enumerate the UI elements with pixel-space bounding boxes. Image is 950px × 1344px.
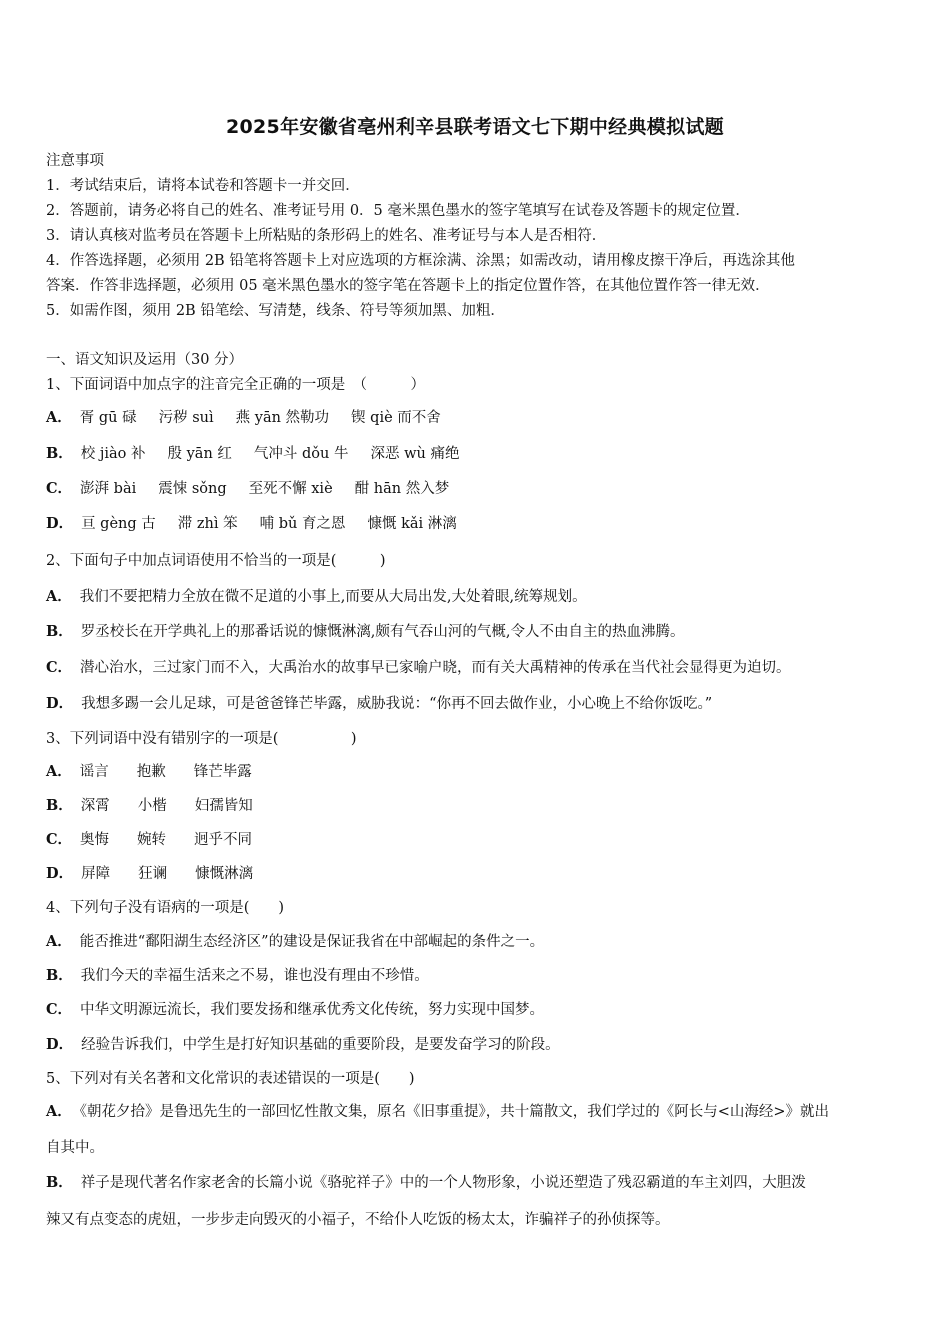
option-text: 我们不要把精力全放在微不足道的小事上,而要从大局出发,大处着眼,统筹规划。 [79, 589, 587, 605]
option-label: D． [46, 865, 74, 882]
option-row [46, 622, 684, 642]
option-part: 慷慨淋漓 [195, 866, 254, 882]
option-row [46, 444, 459, 464]
option-text: 罗丞校长在开学典礼上的那番话说的慷慨淋漓,颇有气吞山河的气概,令人不由自主的热血沸腾。 [80, 624, 685, 640]
option-row [46, 762, 252, 782]
option-row [46, 514, 457, 534]
option-continuation: 自其中。 [46, 1140, 104, 1156]
option-label: C． [46, 659, 73, 676]
option-label: C． [46, 831, 73, 848]
option-label: B． [46, 445, 73, 462]
question-stem: 1、下面词语中加点字的注音完全正确的一项是 （ ） [46, 377, 425, 393]
option-part: 慷慨 kǎi 淋漓 [367, 516, 457, 532]
option-label: D． [46, 695, 74, 712]
option-text: 潜心治水，三过家门而不入，大禹治水的故事早已家喻户晓，而有关大禹精神的传承在当代社会显得更为迫切。 [80, 660, 791, 676]
notice-item: 1．考试结束后，请将本试卷和答题卡一并交回． [46, 178, 360, 194]
option-part: 狂谰 [138, 866, 168, 882]
option-part: 至死不懈 xiè [248, 481, 333, 497]
option-row [46, 658, 791, 678]
option-label: D． [46, 515, 74, 532]
option-label: B． [46, 1174, 73, 1191]
option-part: 锋芒毕露 [193, 764, 252, 780]
notice-item: 4．作答选择题，必须用 2B 铅笔将答题卡上对应选项的方框涂满、涂黑；如需改动，请用橡皮擦干净后，再选涂其他 [46, 253, 795, 269]
option-part: 婉转 [137, 832, 167, 848]
question-stem: 3、下列词语中没有错别字的一项是( ) [46, 731, 357, 747]
option-part: 震悚 sǒng [158, 481, 227, 497]
option-text: 经验告诉我们，中学生是打好知识基础的重要阶段，是要发奋学习的阶段。 [81, 1037, 560, 1053]
question-stem: 2、下面句子中加点词语使用不恰当的一项是( ) [46, 553, 386, 569]
notice-item: 答案．作答非选择题，必须用 05 毫米黑色墨水的签字笔在答题卡上的指定位置作答，在其他位置作答一律无效． [46, 278, 770, 294]
option-label: B． [46, 797, 73, 814]
option-row [46, 1000, 544, 1020]
option-text: 《朝花夕拾》是鲁迅先生的一部回忆性散文集，原名《旧事重提》，共十篇散文，我们学过的《阿长与<山海经>》就出 [79, 1104, 830, 1120]
option-part: 燕 yān 然勒功 [235, 410, 330, 426]
option-label: B． [46, 623, 73, 640]
option-part: 澎湃 bài [80, 481, 137, 497]
question-stem: 5、下列对有关名著和文化常识的表述错误的一项是( ) [46, 1071, 415, 1087]
option-part: 哺 bǔ 育之恩 [259, 516, 346, 532]
option-part: 奥悔 [80, 832, 110, 848]
option-row [46, 864, 253, 884]
option-part: 校 jiào 补 [80, 446, 146, 462]
option-row [46, 830, 252, 850]
option-label: A． [46, 588, 72, 605]
section-heading: 一、语文知识及运用（30 分） [46, 352, 244, 368]
option-row [46, 587, 587, 607]
option-text: 祥子是现代著名作家老舍的长篇小说《骆驼祥子》中的一个人物形象，小说还塑造了残忍霸道的车主刘四，大胆泼 [80, 1175, 806, 1191]
option-label: A． [46, 1103, 72, 1120]
option-row [46, 1035, 560, 1055]
option-part: 迥乎不同 [194, 832, 253, 848]
option-row [46, 408, 441, 428]
option-part: 殷 yān 红 [167, 446, 232, 462]
option-label: C． [46, 1001, 73, 1018]
option-label: C． [46, 480, 73, 497]
option-label: B． [46, 967, 73, 984]
notice-item: 2．答题前，请务必将自己的姓名、准考证号用 0．5 毫米黑色墨水的签字笔填写在试卷及答题卡的规定位置． [46, 203, 750, 219]
option-part: 气冲斗 dǒu 牛 [253, 446, 349, 462]
option-text: 能否推进“鄱阳湖生态经济区”的建设是保证我省在中部崛起的条件之一。 [79, 934, 545, 950]
page-title: 2025年安徽省亳州利辛县联考语文七下期中经典模拟试题 [226, 116, 724, 138]
notice-heading: 注意事项 [46, 153, 104, 169]
question-stem: 4、下列句子没有语病的一项是( ) [46, 900, 285, 916]
option-part: 亘 gèng 古 [81, 516, 156, 532]
option-part: 滞 zhì 笨 [177, 516, 238, 532]
option-part: 小楷 [137, 798, 167, 814]
option-row [46, 1102, 829, 1122]
option-label: A． [46, 763, 72, 780]
option-part: 污秽 suì [158, 410, 214, 426]
option-row [46, 796, 253, 816]
option-row [46, 479, 449, 499]
option-text: 中华文明源远流长，我们要发扬和继承优秀文化传统，努力实现中国梦。 [80, 1002, 545, 1018]
option-row [46, 932, 544, 952]
option-label: A． [46, 933, 72, 950]
notice-item: 3．请认真核对监考员在答题卡上所粘贴的条形码上的姓名、准考证号与本人是否相符． [46, 228, 607, 244]
option-part: 深恶 wù 痛绝 [370, 446, 460, 462]
option-part: 妇孺皆知 [194, 798, 253, 814]
option-text: 我想多踢一会儿足球，可是爸爸锋芒毕露，威胁我说：“你再不回去做作业，小心晚上不给你饭吃。” [81, 696, 713, 712]
option-part: 锲 qiè 而不舍 [351, 410, 441, 426]
option-part: 抱歉 [136, 764, 166, 780]
option-text: 我们今天的幸福生活来之不易，谁也没有理由不珍惜。 [80, 968, 429, 984]
option-part: 屏障 [81, 866, 111, 882]
option-part: 深霄 [80, 798, 110, 814]
option-label: A． [46, 409, 72, 426]
option-row [46, 966, 429, 986]
option-part: 谣言 [79, 764, 109, 780]
option-part: 酣 hān 然入梦 [354, 481, 450, 497]
option-row [46, 1173, 806, 1193]
option-continuation: 辣又有点变态的虎妞，一步步走向毁灭的小福子，不给仆人吃饭的杨太太，诈骗祥子的孙侦探等。 [46, 1212, 670, 1228]
option-part: 胥 gū 碌 [79, 410, 137, 426]
notice-item: 5．如需作图，须用 2B 铅笔绘、写清楚，线条、符号等须加黑、加粗． [46, 303, 505, 319]
option-row [46, 694, 712, 714]
option-label: D． [46, 1036, 74, 1053]
